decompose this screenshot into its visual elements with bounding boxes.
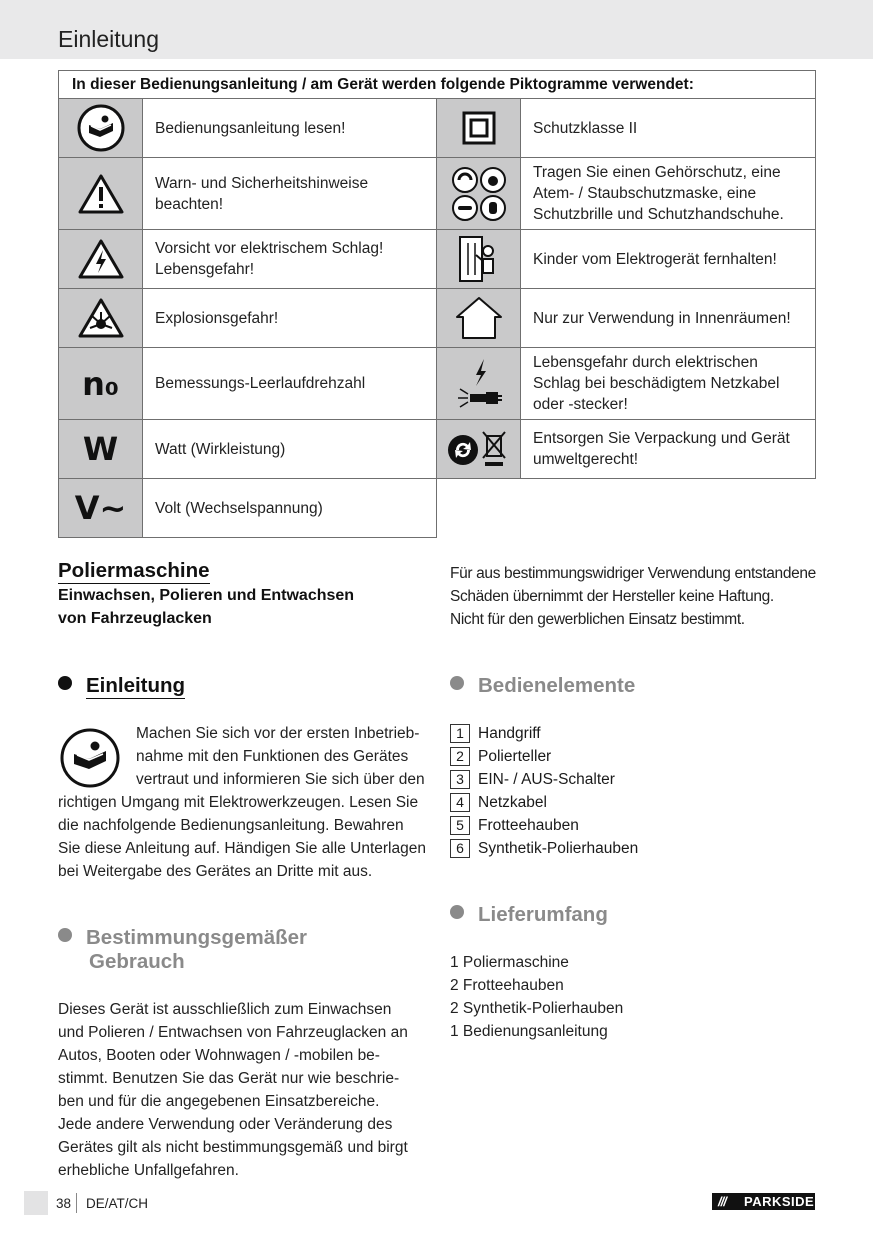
protective-gear-icon xyxy=(437,158,521,230)
explosion-icon xyxy=(59,289,143,348)
language-codes: DE/AT/CH xyxy=(86,1196,149,1211)
list-item: 2 Polierteller xyxy=(450,745,638,768)
list-item: 5 Frotteehauben xyxy=(450,814,638,837)
picto-text: Bemessungs-Leerlaufdrehzahl xyxy=(143,348,437,420)
scope-list xyxy=(450,951,623,1043)
keep-children-away-icon xyxy=(437,230,521,289)
intended-use-text: Dieses Gerät ist ausschließlich zum Einwachsen und Polieren / Entwachsen von Fahrzeuglacken an Autos, Booten oder Wohnwagen / -mobilen be- stimmt. Benutzen Sie das Gerät nur wie beschrie- ben und für die angegebenen Einsatzbereiche. Jede andere Verwendung oder Veränderung des Gerätes gilt als nicht bestimmungsgemäß und birgt erhebliche Unfallgefahren. xyxy=(58,1001,408,1179)
read-manual-icon xyxy=(59,99,143,158)
list-item: 1 Bedienungsanleitung xyxy=(450,1023,608,1040)
product-subtitle: Einwachsen, Polieren und Entwachsen von Fahrzeuglacken xyxy=(58,587,355,627)
picto-text: Kinder vom Elektrogerät fernhalten! xyxy=(521,230,816,289)
page-number: 38 xyxy=(56,1196,72,1211)
watt-symbol: W xyxy=(59,420,143,479)
electric-shock-icon xyxy=(59,230,143,289)
bullet-icon xyxy=(58,676,72,690)
controls-list xyxy=(450,722,638,860)
picto-text: Schutzklasse II xyxy=(521,99,816,158)
warning-triangle-icon xyxy=(59,158,143,230)
picto-text: Explosionsgefahr! xyxy=(143,289,437,348)
indoor-use-house-icon xyxy=(437,289,521,348)
intro-heading: Einleitung xyxy=(58,674,185,698)
brand-logo: /// PARKSIDE xyxy=(712,1193,815,1210)
protection-class-2-icon xyxy=(437,99,521,158)
list-item: 1 Poliermaschine xyxy=(450,954,569,971)
list-item: 3 EIN- / AUS-Schalter xyxy=(450,768,638,791)
picto-text: Lebensgefahr durch elektrischen Schlag bei beschädigtem Netzkabel oder -stecker! xyxy=(521,348,816,420)
picto-text: Volt (Wechselspannung) xyxy=(143,479,437,538)
intro-text: richtigen Umgang mit Elektrowerkzeugen. Lesen Sie die nachfolgende Bedienungsanleitung. Bewahren Sie diese Anleitung auf. Händigen Sie alle Unterlagen bei Weitergabe des Gerätes an Dritte mit aus. xyxy=(58,794,426,880)
picto-text: Warn- und Sicherheitshinweise beachten! xyxy=(143,158,437,230)
picto-text: Vorsicht vor elektrischem Schlag! Lebensgefahr! xyxy=(143,230,437,289)
controls-heading: Bedienelemente xyxy=(450,674,635,698)
list-item: 2 Synthetik-Polierhauben xyxy=(450,1000,624,1017)
volt-ac-symbol: V~ xyxy=(59,479,143,538)
list-item: 6 Synthetik-Polierhauben xyxy=(450,837,638,860)
pictogram-table xyxy=(58,70,816,538)
recycle-dispose-icon xyxy=(437,420,521,479)
picto-text: Bedienungsanleitung lesen! xyxy=(143,99,437,158)
picto-text: Entsorgen Sie Verpackung und Gerät umweltgerecht! xyxy=(521,420,816,479)
picto-text: Nur zur Verwendung in Innenräumen! xyxy=(521,289,816,348)
bullet-icon xyxy=(450,676,464,690)
empty-cell xyxy=(437,479,816,538)
page-title: Einleitung xyxy=(58,26,160,52)
intro-text-beside-icon: Machen Sie sich vor der ersten Inbetrieb- nahme mit den Funktionen des Gerätes vertraut und informieren Sie sich über den xyxy=(136,725,425,788)
damaged-cable-icon xyxy=(437,348,521,420)
list-item: 1 Handgriff xyxy=(450,722,638,745)
picto-text: Watt (Wirkleistung) xyxy=(143,420,437,479)
footer-marker xyxy=(24,1191,48,1215)
bullet-icon xyxy=(58,928,72,942)
bullet-icon xyxy=(450,905,464,919)
header-band xyxy=(0,0,873,59)
disclaimer: Für aus bestimmungswidriger Verwendung entstandene Schäden übernimmt der Hersteller keine Haftung. Nicht für den gewerblichen Einsatz bestimmt. xyxy=(450,565,816,628)
scope-heading: Lieferumfang xyxy=(450,903,608,927)
list-item: 2 Frotteehauben xyxy=(450,977,564,994)
product-title: Poliermaschine xyxy=(58,559,210,582)
table-heading: In dieser Bedienungsanleitung / am Gerät werden folgende Piktogramme verwendet: xyxy=(59,71,816,99)
idle-speed-symbol: n₀ xyxy=(59,348,143,420)
list-item: 4 Netzkabel xyxy=(450,791,638,814)
footer-divider xyxy=(76,1193,77,1213)
intended-use-heading: Bestimmungsgemäßer Gebrauch xyxy=(58,926,307,974)
read-manual-icon xyxy=(59,727,121,789)
picto-text: Tragen Sie einen Gehörschutz, eine Atem- / Staubschutzmaske, eine Schutzbrille und Schutzhandschuhe. xyxy=(521,158,816,230)
